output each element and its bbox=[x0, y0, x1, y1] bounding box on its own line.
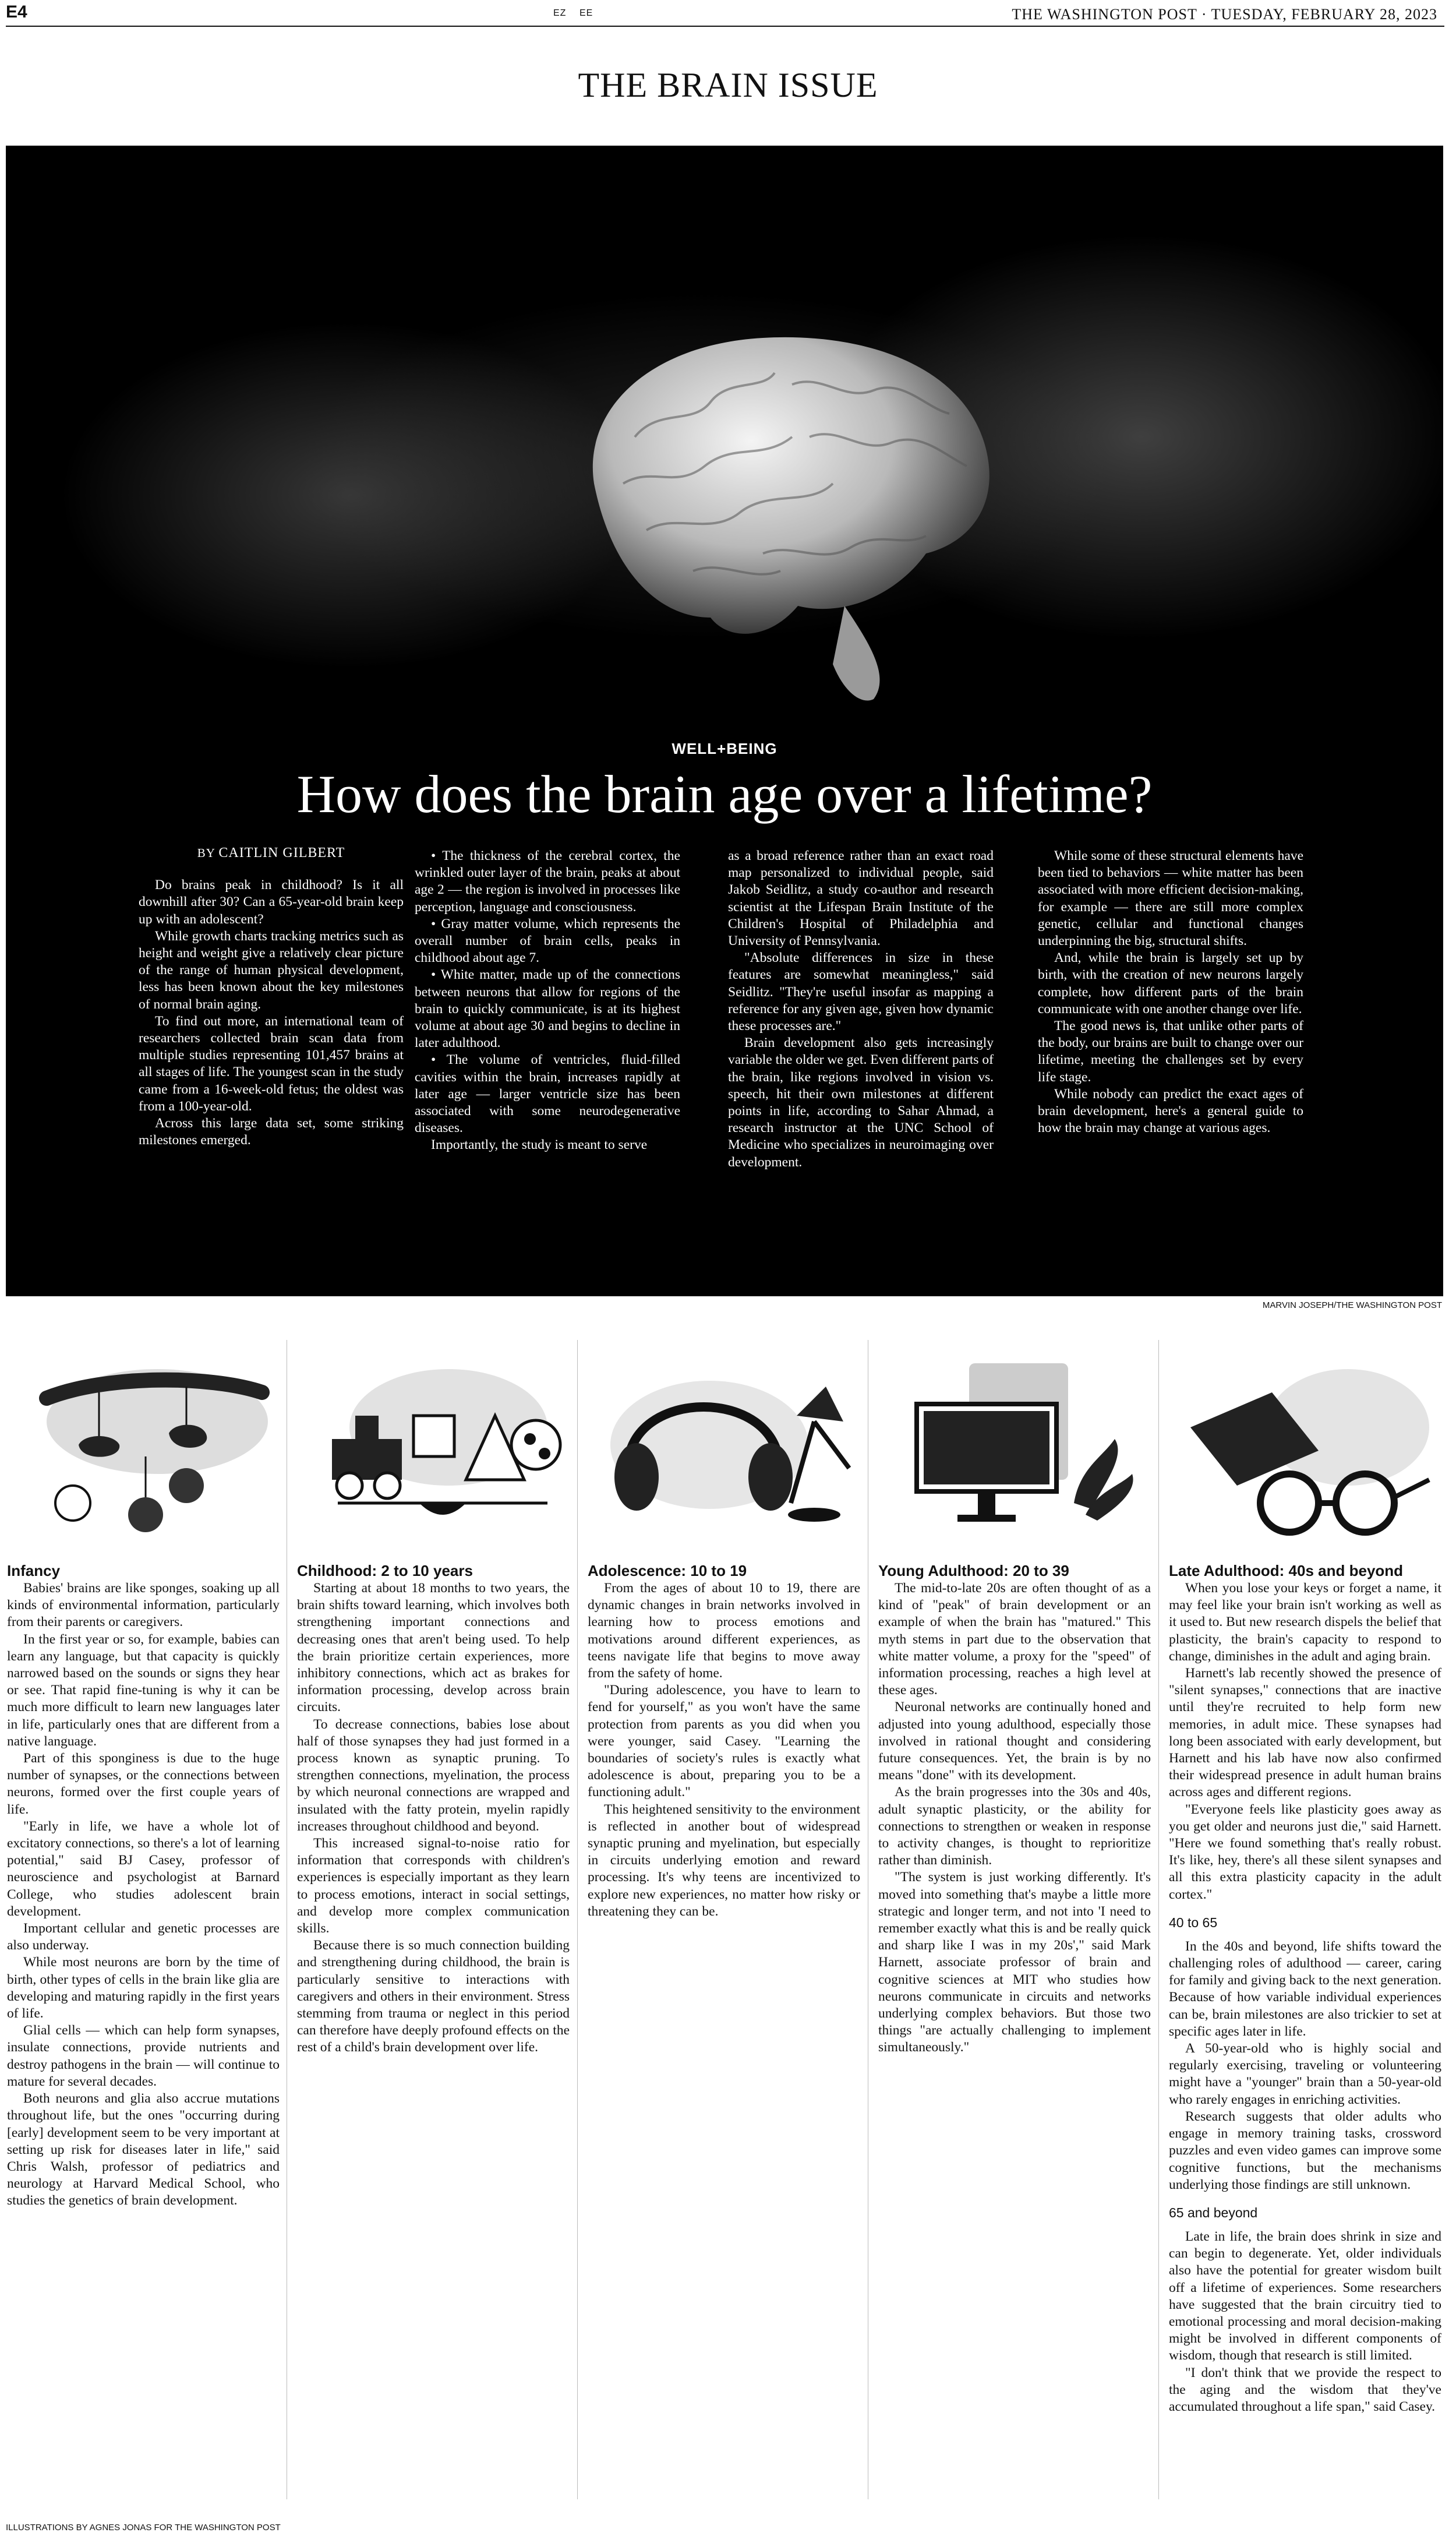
stage-paragraph: As the brain progresses into the 30s and 40s, adult synaptic plasticity, or the ability for connections to strengthen or weaken in response to activity changes, is thought to reprioritize rather than diminish. bbox=[878, 1784, 1151, 1868]
stage-paragraph: Glial cells — which can help form synapses, insulate connections, provide nutrients and destroy pathogens in the brain — will continue to mature for several decades. bbox=[7, 2023, 280, 2089]
stage-paragraph: "During adolescence, you have to learn to fend for yourself," as you won't have the same protection from parents as you did when you were younger, said Casey. "Learning the boundaries of society's rules is exactly what adolescence is about, preparing you to be a functioning adult." bbox=[588, 1683, 860, 1800]
stage-paragraph: "Everyone feels like plasticity goes away as you get older and neurons just die," said Harnett. "Here we found something that's really robust. It's like, hey, there's all these silent synapses and all this extra plasticity capacity in the adult cortex." bbox=[1169, 1801, 1441, 1902]
article-paragraph: Do brains peak in childhood? Is it all downhill after 30? Can a 65-year-old brain keep up with an adolescent? bbox=[139, 877, 404, 927]
article-paragraph: While growth charts tracking metrics such as height and weight give a relatively clear picture of the range of human physical development, less has been known about the key milestones of normal brain aging. bbox=[139, 928, 404, 1012]
stage-paragraph: Babies' brains are like sponges, soaking up all kinds of environmental information, particularly from their parents or caregivers. bbox=[7, 1581, 280, 1630]
stage-paragraph: Because there is so much connection building and strengthening during childhood, the brain is particularly sensitive to interactions with caregivers and others in their environment. Stress stemming from trauma or neglect in this period can therefore have deeply profound effects on the rest of a child's brain development over life. bbox=[297, 1938, 570, 2055]
stage-paragraph: Part of this sponginess is due to the huge number of synapses, or the connections between neurons, formed over the first couple years of life. bbox=[7, 1751, 280, 1817]
stage-paragraph: This heightened sensitivity to the environment is reflected in another bout of widespread synaptic pruning and myelination, but especially in circuits underlying emotion and reward processing. It's why teens are incentivized to explore new experiences, no matter how risky or threatening they can be. bbox=[588, 1801, 860, 1919]
stage-paragraph: From the ages of about 10 to 19, there are dynamic changes in brain networks involved in learning how to process emotions and motivations around different experiences, as teens navigate life that begins to move away from the safety of home. bbox=[588, 1581, 860, 1681]
baby-mobile-icon bbox=[12, 1352, 285, 1544]
article-paragraph: • Gray matter volume, which represents the overall number of brain cells, peaks in childhood about age 7. bbox=[415, 916, 680, 966]
stage-paragraph: "Early in life, we have a whole lot of excitatory connections, so there's a lot of learning potential," said BJ Casey, professor of neuroscience and psychologist at Barnard College, who studies adolescent brain development. bbox=[7, 1818, 280, 1919]
stage-paragraph: To decrease connections, babies lose about half of those synapses they had just formed in a process known as synaptic pruning. To strengthen connections, myelination, the process by which neuronal connections are wrapped and insulated with the fatty protein, myelin rapidly increases throughout childhood and beyond. bbox=[297, 1716, 570, 1834]
stage-paragraph: "I don't think that we provide the respect to the aging and the wisdom that they've accumulated throughout a life span," said Casey. bbox=[1169, 2365, 1441, 2414]
article-paragraph: To find out more, an international team of researchers collected brain scan data from multiple studies representing 101,457 brains at all stages of life. The youngest scan in the study came from a 16-week-old fetus; the oldest was from a 100-year-old. bbox=[139, 1013, 404, 1114]
page-number: E4 bbox=[6, 2, 27, 22]
stage-paragraph: Neuronal networks are continually honed and adjusted into young adulthood, especially those involved in rational thought and considering future consequences. Yet, the brain is by no means "done" with its development. bbox=[878, 1699, 1151, 1783]
column-divider bbox=[577, 1340, 578, 2499]
stage-late-adulthood bbox=[1169, 1561, 1441, 2415]
stage-heading: Infancy bbox=[7, 1562, 61, 1579]
stage-paragraph: In the first year or so, for example, babies can learn any language, but that capacity is quickly narrowed based on the sounds or signs they hear or see. That rapid fine-tuning is why it can be much more difficult to learn new languages later in life, particularly ones that are different from a native language. bbox=[7, 1631, 280, 1749]
edition-mark: EZ bbox=[553, 8, 567, 18]
article-column-1 bbox=[139, 845, 404, 1149]
brain-icon bbox=[518, 291, 1042, 711]
article-column-2 bbox=[415, 848, 680, 1154]
article-paragraph: Brain development also gets increasingly variable the older we get. Even different parts of the brain, like regions involved in vision vs. speech, hit their own milestones at different points in life, according to Sahar Ahmad, a research instructor at the UNC School of Medicine who specializes in neuroimaging over development. bbox=[728, 1035, 994, 1170]
stage-infancy bbox=[7, 1561, 280, 2210]
illustration-credit: ILLUSTRATIONS BY AGNES JONAS FOR THE WASHINGTON POST bbox=[6, 2523, 281, 2533]
article-paragraph: as a broad reference rather than an exact road map personalized to individual people, said Jakob Seidlitz, a study co-author and research scientist at the Lifespan Brain Institute of the Children's Hospital of Philadelphia and University of Pennsylvania. bbox=[728, 848, 994, 949]
stage-paragraph: Research suggests that older adults who engage in memory training tasks, crossword puzzles and even video games can improve some cognitive functions, but the mechanisms underlying those findings are still unknown. bbox=[1169, 2108, 1441, 2192]
section-title: THE BRAIN ISSUE bbox=[578, 66, 878, 104]
stage-heading: Adolescence: 10 to 19 bbox=[588, 1562, 747, 1579]
article-paragraph: Importantly, the study is meant to serve bbox=[431, 1137, 648, 1153]
stage-paragraph: A 50-year-old who is highly social and regularly exercising, traveling or volunteering might have a "younger" brain than a 50-year-old who rarely engages in enriching activities. bbox=[1169, 2041, 1441, 2107]
stage-childhood bbox=[297, 1561, 570, 2057]
article-column-3 bbox=[728, 848, 994, 1171]
byline-prefix: BY bbox=[197, 846, 215, 860]
stage-paragraph: When you lose your keys or forget a name, it may feel like your brain isn't working as well as it used to. But new research dispels the belief that plasticity, the brain's capacity to respond to change, diminishes in the adult and aging brain. bbox=[1169, 1581, 1441, 1664]
subhead-65-and-beyond: 65 and beyond bbox=[1169, 2205, 1258, 2220]
stage-young-adulthood bbox=[878, 1561, 1151, 2057]
stage-paragraph: Both neurons and glia also accrue mutations throughout life, but the ones "occurring during [early] development seem to be very important at setting up risk for diseases later in life," said Chris Walsh, professor of pediatrics and neurology at Harvard Medical School, who studies the genetics of brain development. bbox=[7, 2091, 280, 2209]
edition-mark: EE bbox=[579, 8, 593, 18]
article-paragraph: The good news is, that unlike other parts of the body, our brains are built to change over our lifetime, meeting the challenges set by every life stage. bbox=[1038, 1018, 1303, 1085]
headphones-lamp-icon bbox=[593, 1352, 867, 1544]
subhead-40-to-65: 40 to 65 bbox=[1169, 1914, 1218, 1930]
stage-paragraph: The mid-to-late 20s are often thought of as a kind of "peak" of brain development or an example of when the brain has "matured." This myth stems in part due to the observation that white matter volume, a proxy for the "speed" of information processing, reaches a high level at these ages. bbox=[878, 1581, 1151, 1698]
top-rule bbox=[6, 26, 1444, 27]
byline bbox=[139, 845, 404, 862]
article-paragraph: While nobody can predict the exact ages of brain development, here's a general guide to how the brain may change at various ages. bbox=[1038, 1086, 1303, 1136]
computer-monitor-icon bbox=[882, 1352, 1155, 1544]
column-divider bbox=[1158, 1340, 1159, 2499]
stage-paragraph: In the 40s and beyond, life shifts toward the challenging roles of adulthood — career, caring for family and giving back to the next generation. Because of how variable individual experiences can be, brain milestones are also trickier to set at specific ages later in life. bbox=[1169, 1938, 1441, 2039]
stage-heading: Childhood: 2 to 10 years bbox=[297, 1562, 473, 1579]
stage-paragraph: Late in life, the brain does shrink in size and can begin to degenerate. Yet, older individuals also have the potential for greater wisdom built off a lifetime of experiences. Some researchers have suggested that the brain circuitry tied to emotional processing and moral decision-making might be involved in different components of wisdom, though that research is still limited. bbox=[1169, 2228, 1441, 2364]
article-paragraph: "Absolute differences in size in these features are somewhat meaningless," said Seidlitz. "They're useful insofar as mapping a reference for any given age, given how dynamic these processes are." bbox=[728, 950, 994, 1034]
dateline: THE WASHINGTON POST · TUESDAY, FEBRUARY 28, 2023 bbox=[1012, 6, 1437, 23]
stage-heading: Young Adulthood: 20 to 39 bbox=[878, 1562, 1069, 1579]
article-paragraph: • The thickness of the cerebral cortex, the wrinkled outer layer of the brain, peaks at about age 2 — the region is involved in processes like perception, language and consciousness. bbox=[415, 848, 680, 915]
stage-paragraph: This increased signal-to-noise ratio for information that corresponds with children's experiences is especially important as they learn to process emotions, interact in social settings, and develop more complex communication skills. bbox=[297, 1836, 570, 1937]
article-kicker: WELL+BEING bbox=[672, 740, 778, 757]
article-paragraph: And, while the brain is largely set up by birth, with the creation of new neurons largely complete, how different parts of the brain communicate with one another change over life. bbox=[1038, 950, 1303, 1017]
running-head bbox=[6, 0, 1443, 23]
photo-credit: MARVIN JOSEPH/THE WASHINGTON POST bbox=[1262, 1300, 1442, 1310]
stage-paragraph: While most neurons are born by the time of birth, other types of cells in the brain like glia are developing and maturing rapidly in the first years of life. bbox=[7, 1955, 280, 2022]
stage-adolescence bbox=[588, 1561, 860, 1920]
article-column-4 bbox=[1038, 848, 1303, 1137]
glasses-tablet-icon bbox=[1173, 1352, 1447, 1544]
stage-heading: Late Adulthood: 40s and beyond bbox=[1169, 1562, 1404, 1579]
headline: How does the brain age over a lifetime? bbox=[296, 764, 1153, 824]
byline-name: CAITLIN GILBERT bbox=[218, 845, 345, 860]
stage-paragraph: Starting at about 18 months to two years, the brain shifts toward learning, which involves both strengthening important connections and decreasing ones that aren't being used. To help the brain prioritize certain experiences, more inhibitory connections, which act as brakes for information processing, develop across brain circuits. bbox=[297, 1581, 570, 1715]
toys-train-blocks-icon bbox=[303, 1352, 577, 1544]
article-paragraph: While some of these structural elements have been tied to behaviors — white matter has been associated with more efficient decision-making, for example — there are still more complex genetic, cellular and functional changes underpinning the big, structural shifts. bbox=[1038, 848, 1303, 949]
stage-paragraph: Harnett's lab recently showed the presence of "silent synapses," connections that are inactive until they're recruited to help form new memories, in adult mice. These synapses had long been associated with early development, but Harnett and his lab have now also confirmed their widespread presence in adult human brains across ages and different regions. bbox=[1169, 1666, 1441, 1800]
hero-photo bbox=[6, 146, 1443, 1296]
article-paragraph: • White matter, made up of the connections between neurons that allow for regions of the brain to quickly communicate, is at its highest volume at about age 30 and begins to decline in later adulthood. bbox=[415, 967, 680, 1051]
article-paragraph: Across this large data set, some striking milestones emerged. bbox=[139, 1116, 404, 1148]
stage-paragraph: Important cellular and genetic processes are also underway. bbox=[7, 1921, 280, 1953]
article-paragraph: • The volume of ventricles, fluid-filled cavities within the brain, increases rapidly at later age — larger ventricle size has been associated with some neurodegenerative diseases. bbox=[415, 1052, 680, 1136]
stage-paragraph: "The system is just working differently. It's moved into something that's maybe a little more strategic and longer term, and not into 'I need to remember exactly what this is and be really quick and sharp like I was in my 20s'," said Mark Harnett, associate professor of brain and cognitive sciences at MIT who studies how neurons communicate in circuits and networks underlying complex behaviors. But those two things "are actually challenging to implement simultaneously." bbox=[878, 1870, 1151, 2055]
